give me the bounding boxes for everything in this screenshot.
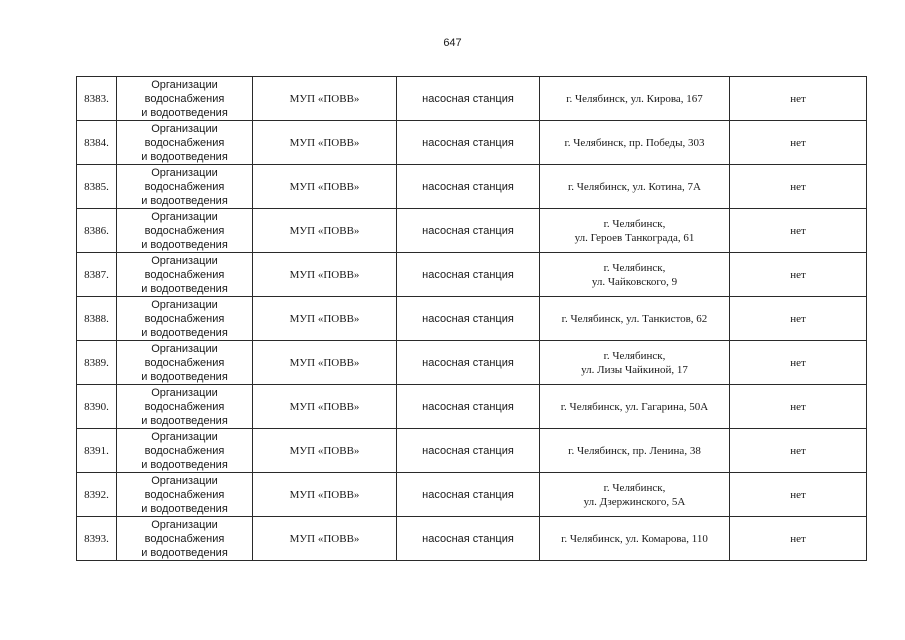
value-cell: нет — [730, 77, 867, 121]
org-type-cell — [117, 121, 253, 165]
org-type-line: Организации — [151, 298, 218, 311]
org-type-line: и водоотведения — [141, 326, 228, 339]
address-line: ул. Чайковского, 9 — [591, 275, 678, 288]
address-line: г. Челябинск, ул. Комарова, 110 — [561, 532, 708, 545]
row-number-cell: 8389. — [77, 341, 117, 385]
value-cell: нет — [730, 341, 867, 385]
address-line: г. Челябинск, — [603, 349, 666, 362]
table-row — [77, 297, 867, 341]
registry-table — [76, 76, 867, 561]
org-type-line: и водоотведения — [141, 502, 228, 515]
value-cell: нет — [730, 253, 867, 297]
org-type-line: и водоотведения — [141, 414, 228, 427]
org-type-cell — [117, 77, 253, 121]
table-row — [77, 121, 867, 165]
registry-table-body — [77, 77, 867, 561]
org-type-line: Организации — [151, 474, 218, 487]
row-number-cell: 8386. — [77, 209, 117, 253]
organization-cell: МУП «ПОВВ» — [253, 121, 397, 165]
org-type-cell — [117, 385, 253, 429]
org-type-cell — [117, 209, 253, 253]
row-number-cell: 8390. — [77, 385, 117, 429]
table-row — [77, 429, 867, 473]
table-row — [77, 473, 867, 517]
org-type-cell — [117, 165, 253, 209]
row-number-cell: 8384. — [77, 121, 117, 165]
organization-cell: МУП «ПОВВ» — [253, 165, 397, 209]
address-line: ул. Героев Танкограда, 61 — [574, 231, 695, 244]
value-cell: нет — [730, 209, 867, 253]
org-type-cell — [117, 517, 253, 561]
object-type-cell: насосная станция — [397, 165, 540, 209]
table-row — [77, 517, 867, 561]
org-type-line: Организации — [151, 210, 218, 223]
org-type-line: водоснабжения — [144, 268, 225, 281]
organization-cell: МУП «ПОВВ» — [253, 517, 397, 561]
org-type-line: Организации — [151, 518, 218, 531]
object-type-cell: насосная станция — [397, 209, 540, 253]
row-number-cell: 8388. — [77, 297, 117, 341]
organization-cell: МУП «ПОВВ» — [253, 429, 397, 473]
address-cell — [540, 385, 730, 429]
address-line: г. Челябинск, — [603, 481, 666, 494]
org-type-line: и водоотведения — [141, 238, 228, 251]
address-cell — [540, 209, 730, 253]
value-cell: нет — [730, 165, 867, 209]
object-type-cell: насосная станция — [397, 253, 540, 297]
org-type-cell — [117, 429, 253, 473]
address-line: г. Челябинск, ул. Танкистов, 62 — [561, 312, 708, 325]
org-type-line: Организации — [151, 78, 218, 91]
address-cell — [540, 517, 730, 561]
org-type-cell — [117, 341, 253, 385]
org-type-line: Организации — [151, 254, 218, 267]
org-type-line: водоснабжения — [144, 400, 225, 413]
row-number-cell: 8387. — [77, 253, 117, 297]
table-row — [77, 165, 867, 209]
object-type-cell: насосная станция — [397, 121, 540, 165]
org-type-line: Организации — [151, 342, 218, 355]
address-line: г. Челябинск, пр. Ленина, 38 — [568, 444, 701, 457]
address-cell — [540, 121, 730, 165]
org-type-line: водоснабжения — [144, 532, 225, 545]
table-row — [77, 385, 867, 429]
row-number-cell: 8393. — [77, 517, 117, 561]
org-type-line: водоснабжения — [144, 488, 225, 501]
org-type-line: и водоотведения — [141, 194, 228, 207]
object-type-cell: насосная станция — [397, 77, 540, 121]
organization-cell: МУП «ПОВВ» — [253, 77, 397, 121]
organization-cell: МУП «ПОВВ» — [253, 297, 397, 341]
value-cell: нет — [730, 121, 867, 165]
org-type-line: водоснабжения — [144, 92, 225, 105]
value-cell: нет — [730, 429, 867, 473]
object-type-cell: насосная станция — [397, 473, 540, 517]
value-cell: нет — [730, 297, 867, 341]
address-cell — [540, 341, 730, 385]
table-row — [77, 341, 867, 385]
value-cell: нет — [730, 385, 867, 429]
value-cell: нет — [730, 517, 867, 561]
address-cell — [540, 473, 730, 517]
object-type-cell: насосная станция — [397, 517, 540, 561]
address-cell — [540, 297, 730, 341]
organization-cell: МУП «ПОВВ» — [253, 253, 397, 297]
organization-cell: МУП «ПОВВ» — [253, 209, 397, 253]
address-line: г. Челябинск, ул. Котина, 7А — [567, 180, 701, 193]
org-type-line: и водоотведения — [141, 282, 228, 295]
object-type-cell: насосная станция — [397, 341, 540, 385]
row-number-cell: 8385. — [77, 165, 117, 209]
org-type-line: и водоотведения — [141, 150, 228, 163]
org-type-cell — [117, 297, 253, 341]
address-cell — [540, 429, 730, 473]
object-type-cell: насосная станция — [397, 429, 540, 473]
organization-cell: МУП «ПОВВ» — [253, 385, 397, 429]
page-number: 647 — [443, 37, 462, 49]
org-type-cell — [117, 473, 253, 517]
org-type-line: водоснабжения — [144, 180, 225, 193]
address-line: г. Челябинск, — [603, 217, 666, 230]
table-row — [77, 253, 867, 297]
organization-cell: МУП «ПОВВ» — [253, 473, 397, 517]
org-type-line: Организации — [151, 122, 218, 135]
org-type-line: Организации — [151, 166, 218, 179]
org-type-line: Организации — [151, 430, 218, 443]
org-type-line: водоснабжения — [144, 224, 225, 237]
object-type-cell: насосная станция — [397, 385, 540, 429]
org-type-line: водоснабжения — [144, 136, 225, 149]
address-line: г. Челябинск, ул. Кирова, 167 — [566, 92, 703, 105]
table-row — [77, 77, 867, 121]
value-cell: нет — [730, 473, 867, 517]
address-line: г. Челябинск, — [603, 261, 666, 274]
org-type-line: Организации — [151, 386, 218, 399]
address-cell — [540, 77, 730, 121]
org-type-line: и водоотведения — [141, 106, 228, 119]
address-line: ул. Дзержинского, 5А — [583, 495, 686, 508]
org-type-cell — [117, 253, 253, 297]
org-type-line: и водоотведения — [141, 458, 228, 471]
table-row — [77, 209, 867, 253]
org-type-line: водоснабжения — [144, 356, 225, 369]
address-cell — [540, 165, 730, 209]
organization-cell: МУП «ПОВВ» — [253, 341, 397, 385]
row-number-cell: 8391. — [77, 429, 117, 473]
row-number-cell: 8383. — [77, 77, 117, 121]
org-type-line: и водоотведения — [141, 370, 228, 383]
object-type-cell: насосная станция — [397, 297, 540, 341]
org-type-line: водоснабжения — [144, 444, 225, 457]
address-cell — [540, 253, 730, 297]
org-type-line: водоснабжения — [144, 312, 225, 325]
org-type-line: и водоотведения — [141, 546, 228, 559]
address-line: г. Челябинск, пр. Победы, 303 — [564, 136, 705, 149]
row-number-cell: 8392. — [77, 473, 117, 517]
address-line: ул. Лизы Чайкиной, 17 — [581, 363, 688, 376]
address-line: г. Челябинск, ул. Гагарина, 50А — [560, 400, 709, 413]
